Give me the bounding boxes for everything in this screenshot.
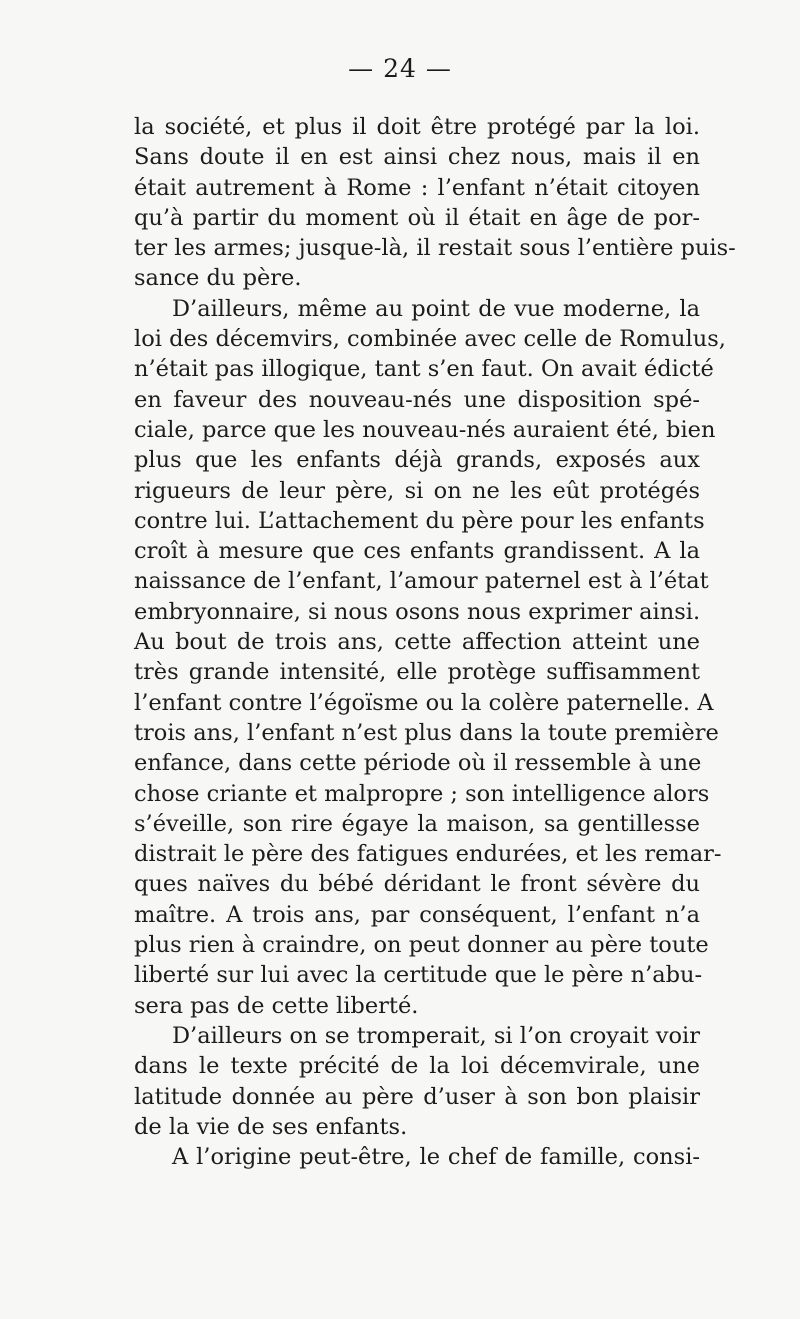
text-line: l’enfant contre l’égoïsme ou la colère paternelle. A — [134, 689, 714, 716]
text-line: Au bout de trois ans, cette affection atteint une — [134, 629, 700, 656]
text-line: très grande intensité, elle protège suffisamment — [134, 659, 700, 686]
text-line: embryonnaire, si nous osons nous exprimer ainsi. — [134, 598, 701, 625]
text-line: Sans doute il en est ainsi chez nous, mais il en — [134, 144, 700, 171]
text-line: s’éveille, son rire égaye la maison, sa gentillesse — [134, 810, 700, 837]
text-line: était autrement à Rome : l’enfant n’était citoyen — [134, 174, 700, 201]
text-line: chose criante et malpropre ; son intelligence alors — [134, 780, 710, 807]
text-line: D’ailleurs, même au point de vue moderne, la — [172, 295, 700, 322]
text-line: maître. A trois ans, par conséquent, l’enfant n’a — [134, 901, 700, 928]
text-line: distrait le père des fatigues endurées, et les remar- — [134, 841, 722, 868]
text-line: plus que les enfants déjà grands, exposés aux — [134, 447, 700, 474]
body-text — [134, 112, 736, 1172]
text-line: enfance, dans cette période où il ressemble à une — [134, 750, 702, 777]
text-line: ques naïves du bébé déridant le front sévère du — [134, 871, 700, 898]
text-line: latitude donnée au père d’user à son bon plaisir — [134, 1083, 700, 1110]
text-line: D’ailleurs on se tromperait, si l’on croyait voir — [172, 1022, 700, 1049]
text-line: liberté sur lui avec la certitude que le père n’abu- — [134, 962, 703, 989]
text-line: plus rien à craindre, on peut donner au père toute — [134, 932, 709, 959]
text-line: croît à mesure que ces enfants grandissent. A la — [134, 538, 700, 565]
text-line: sance du père. — [134, 265, 302, 292]
text-line: sera pas de cette liberté. — [134, 992, 419, 1019]
text-line: trois ans, l’enfant n’est plus dans la toute première — [134, 719, 719, 746]
text-line: dans le texte précité de la loi décemvirale, une — [134, 1053, 700, 1080]
text-line: ciale, parce que les nouveau-nés auraient été, bien — [134, 416, 716, 443]
text-line: n’était pas illogique, tant s’en faut. On avait édicté — [134, 356, 714, 383]
text-line: qu’à partir du moment où il était en âge de por- — [134, 204, 700, 231]
text-line: en faveur des nouveau-nés une disposition spé- — [134, 386, 700, 413]
page-number: — 24 — — [348, 54, 452, 83]
text-line: de la vie de ses enfants. — [134, 1113, 408, 1140]
text-line: A l’origine peut-être, le chef de famille, consi- — [172, 1144, 700, 1171]
text-line: rigueurs de leur père, si on ne les eût protégés — [134, 477, 700, 504]
text-line: ter les armes; jusque-là, il restait sous l’entière puis- — [134, 235, 736, 262]
text-line: la société, et plus il doit être protégé par la loi. — [134, 114, 700, 140]
text-line: naissance de l’enfant, l’amour paternel est à l’état — [134, 568, 709, 595]
text-line: contre lui. L’attachement du père pour les enfants — [134, 507, 705, 534]
text-line: loi des décemvirs, combinée avec celle de Romulus, — [134, 326, 726, 353]
